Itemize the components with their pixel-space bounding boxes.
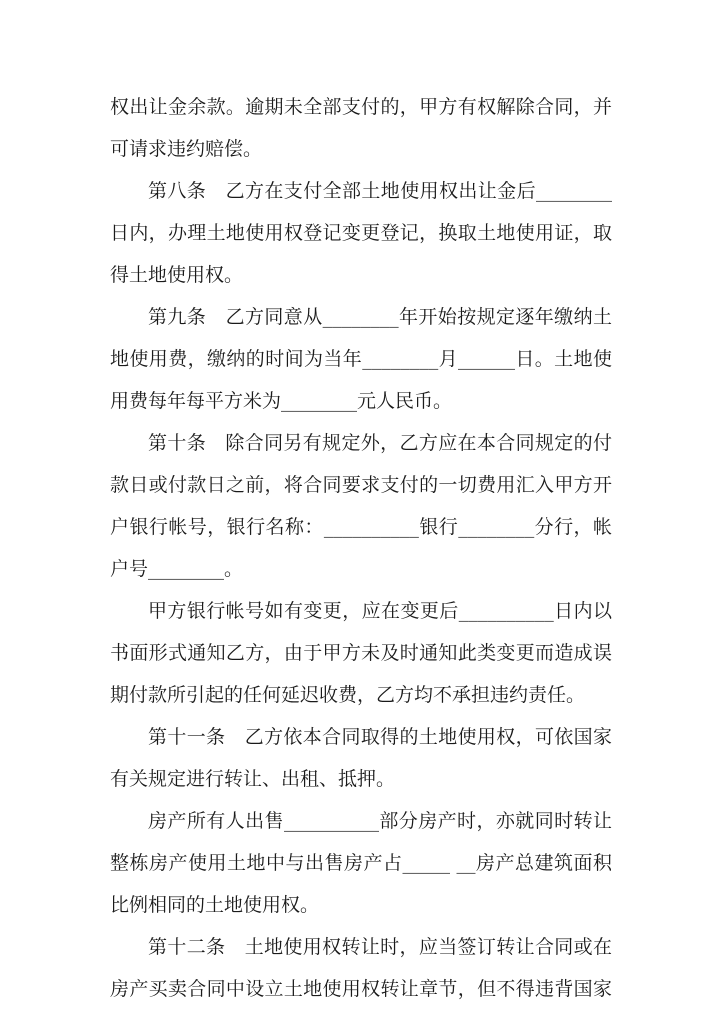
- text-line: 用费每年每平方米为________元人民币。: [110, 390, 453, 412]
- paragraph-first-line: 甲方银行帐号如有变更，应在变更后__________日内以: [148, 600, 612, 622]
- article-9-heading-line: 第九条 乙方同意从________年开始按规定逐年缴纳土: [148, 306, 612, 328]
- article-12-heading-line: 第十二条 土地使用权转让时，应当签订转让合同或在: [148, 936, 612, 958]
- text-line: 户号________。: [110, 558, 244, 580]
- text-line: 书面形式通知乙方，由于甲方未及时通知此类变更而造成误: [110, 642, 612, 664]
- text-line: 可请求违约赔偿。: [110, 138, 263, 160]
- contract-document: [110, 86, 612, 1010]
- text-line: 权出让金余款。逾期未全部支付的，甲方有权解除合同，并: [110, 96, 612, 118]
- text-line: 有关规定进行转让、出租、抵押。: [110, 768, 396, 790]
- text-line: 期付款所引起的任何延迟收费，乙方均不承担违约责任。: [110, 684, 586, 706]
- article-11-heading-line: 第十一条 乙方依本合同取得的土地使用权，可依国家: [148, 726, 612, 748]
- article-10-heading-line: 第十条 除合同另有规定外，乙方应在本合同规定的付: [148, 432, 612, 454]
- text-line: 整栋房产使用土地中与出售房产占_____ __房产总建筑面积: [110, 852, 612, 874]
- text-line: 款日或付款日之前，将合同要求支付的一切费用汇入甲方开: [110, 474, 612, 496]
- text-line: 日内，办理土地使用权登记变更登记，换取土地使用证，取: [110, 222, 612, 244]
- article-8-heading-line: 第八条 乙方在支付全部土地使用权出让金后________: [148, 180, 612, 202]
- text-line: 房产买卖合同中设立土地使用权转让章节，但不得违背国家: [110, 978, 612, 1000]
- text-line: 得土地使用权。: [110, 264, 244, 286]
- paragraph-first-line: 房产所有人出售__________部分房产时，亦就同时转让: [148, 810, 612, 832]
- text-line: 地使用费，缴纳的时间为当年________月______日。土地使: [110, 348, 612, 370]
- text-line: 户银行帐号，银行名称：__________银行________分行，帐: [110, 516, 612, 538]
- text-line: 比例相同的土地使用权。: [110, 894, 320, 916]
